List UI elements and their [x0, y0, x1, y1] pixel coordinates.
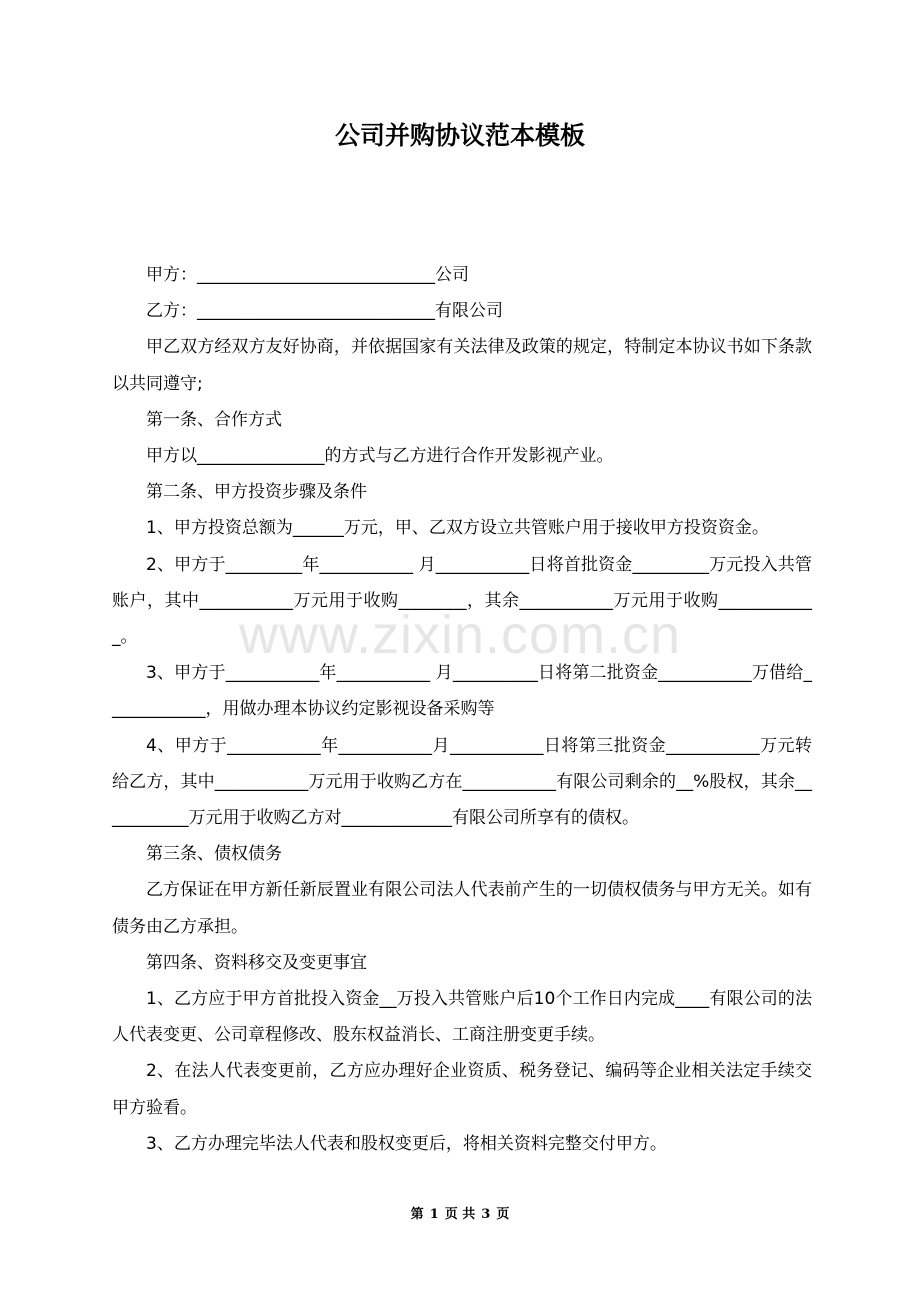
document-title: 公司并购协议范本模板: [334, 121, 585, 150]
page-footer: [0, 1205, 920, 1225]
article-3-heading: 第三条、债权债务: [146, 844, 282, 865]
article-2-clause-1: 1、甲方投资总额为______万元，甲、乙双方设立共管账户用于接收甲方投资资金。: [146, 518, 769, 539]
article-2-heading: 第二条、甲方投资步骤及条件: [146, 482, 367, 503]
document-body: [112, 257, 812, 1162]
preamble-paragraph: 甲乙双方经双方友好协商，并依据国家有关法律及政策的规定，特制定本协议书如下条款以共同遵守;: [112, 337, 812, 394]
article-2-clause-4: 4、甲方于___________年___________月___________日将第三批资金___________万元转给乙方，其中___________万元用于收购乙方在___________有限公司剩余的__%股权，其余___________万元用于收购乙方对_____________有限公司所享有的债权。: [112, 735, 812, 829]
page-number: 1: [429, 1207, 439, 1222]
article-4-clause-3: 3、乙方办理完毕法人代表和股权变更后，将相关资料完整交付甲方。: [146, 1133, 667, 1154]
page-total: 3: [481, 1207, 491, 1222]
article-2-clause-2: 2、甲方于_________年___________ 月___________日将首批资金_________万元投入共管账户，其中___________万元用于收购________，其余___________万元用于收购____________。: [112, 554, 812, 648]
party-a-line: 甲方：____________________________公司: [146, 265, 469, 285]
watermark-text: www.zixin.com.cn: [238, 605, 682, 665]
article-2-clause-3: 3、甲方于___________年___________ 月__________日将第二批资金___________万借给____________，用做办理本协议约定影视设备采购等: [112, 663, 812, 720]
article-4-heading: 第四条、资料移交及变更事宜: [146, 952, 367, 973]
article-3-paragraph: 乙方保证在甲方新任新辰置业有限公司法人代表前产生的一切债权债务与甲方无关。如有债务由乙方承担。: [112, 880, 812, 937]
article-4-clause-1: 1、乙方应于甲方首批投入资金__万投入共管账户后10个工作日内完成____有限公司的法人代表变更、公司章程修改、股东权益消长、工商注册变更手续。: [112, 989, 812, 1046]
page-mid: 页 共: [444, 1207, 476, 1222]
article-1-paragraph: 甲方以_______________的方式与乙方进行合作开发影视产业。: [146, 446, 614, 467]
article-4-clause-2: 2、在法人代表变更前，乙方应办理好企业资质、税务登记、编码等企业相关法定手续交甲方验看。: [112, 1061, 812, 1118]
page-prefix: 第: [410, 1207, 424, 1222]
article-1-heading: 第一条、合作方式: [146, 409, 282, 430]
page-suffix: 页: [496, 1207, 510, 1222]
party-b-line: 乙方：____________________________有限公司: [146, 301, 503, 322]
